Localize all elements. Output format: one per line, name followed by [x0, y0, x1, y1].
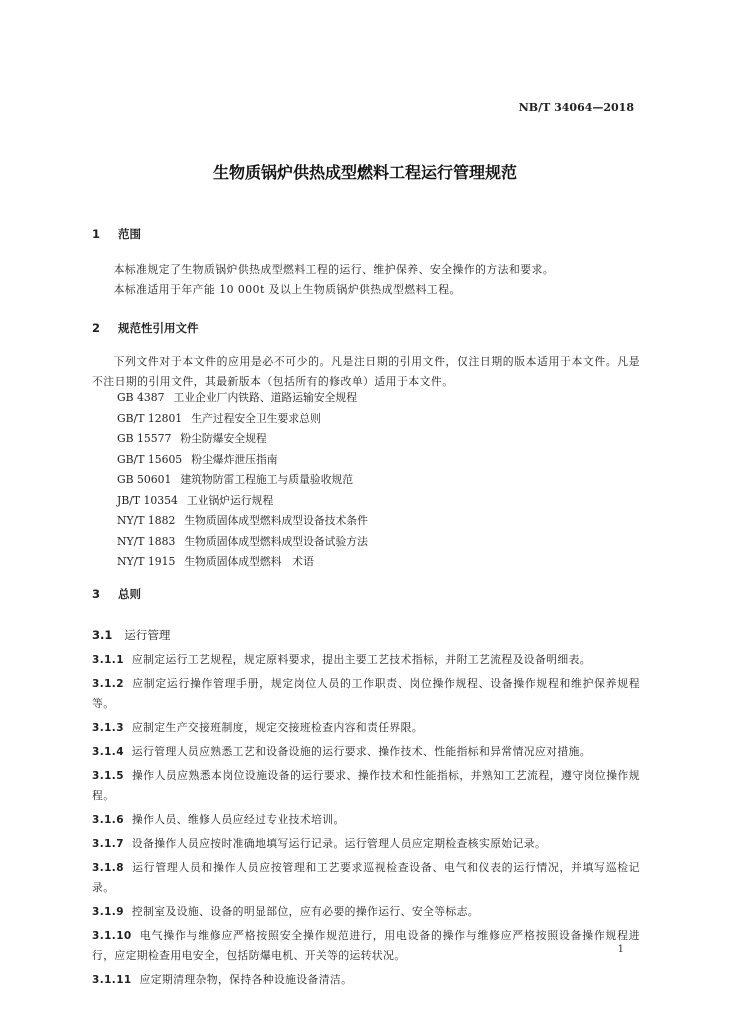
- clause-number: 3.1.9: [92, 906, 124, 918]
- section-title: 规范性引用文件: [118, 321, 199, 335]
- reference-item: [117, 552, 368, 573]
- standard-code: NB/T 34064—2018: [518, 101, 634, 114]
- clause-number: 3.1.4: [92, 746, 124, 758]
- reference-title: 建筑物防雷工程施工与质量验收规范: [180, 473, 354, 486]
- subsection-title: 运行管理: [124, 628, 171, 642]
- reference-title: 生产过程安全卫生要求总则: [191, 411, 321, 425]
- clause-text: 控制室及设施、设备的明显部位，应有必要的操作运行、安全等标志。: [131, 905, 480, 918]
- clause: [92, 766, 640, 806]
- clause-text: 应制定运行操作管理手册，规定岗位人员的工作职责、岗位操作规程、设备操作规程和维护保养规程等。: [92, 677, 640, 710]
- clause-number: 3.1.10: [92, 930, 132, 942]
- reference-code: NY/T 1915: [117, 555, 176, 568]
- section-1-heading: [92, 226, 141, 242]
- subsection-number: 3.1: [92, 628, 113, 642]
- clause-number: 3.1.6: [92, 814, 124, 826]
- clause-text: 应定期清理杂物，保持各种设施设备清洁。: [139, 973, 353, 986]
- clause-number: 3.1.7: [92, 838, 124, 850]
- reference-item: [117, 532, 368, 553]
- clause: [92, 810, 640, 830]
- section-title: 总则: [118, 587, 141, 601]
- clause-text: 应制定运行工艺规程，规定原料要求，提出主要工艺技术指标，并附工艺流程及设备明细表。: [131, 653, 591, 666]
- section-number: 1: [92, 227, 101, 241]
- clause-number: 3.1.5: [92, 770, 124, 782]
- clause: [92, 718, 640, 738]
- clause-text: 操作人员、维修人员应经过专业技术培训。: [131, 813, 345, 826]
- clause: [92, 970, 640, 990]
- reference-item: [117, 388, 368, 409]
- clause: [92, 674, 640, 714]
- reference-code: GB 50601: [117, 473, 172, 486]
- clause: [92, 926, 640, 966]
- clause: [92, 742, 640, 762]
- reference-item: [117, 450, 368, 471]
- clause-number: 3.1.11: [92, 974, 132, 986]
- clause-number: 3.1.8: [92, 862, 124, 874]
- clause-number: 3.1.2: [92, 678, 124, 690]
- reference-item: [117, 429, 368, 450]
- section-number: 2: [92, 321, 101, 335]
- references-intro: 下列文件对于本文件的应用是必不可少的。凡是注日期的引用文件，仅注日期的版本适用于本文件。凡是不注日期的引用文件，其最新版本（包括所有的修改单）适用于本文件。: [92, 355, 640, 388]
- clause-text: 应制定生产交接班制度，规定交接班检查内容和责任界限。: [131, 721, 424, 734]
- clause: [92, 834, 640, 854]
- clause: [92, 650, 640, 670]
- reference-code: JB/T 10354: [117, 493, 178, 507]
- clause-text: 运行管理人员应熟悉工艺和设备设施的运行要求、操作技术、性能指标和异常情况应对措施。: [131, 745, 591, 758]
- reference-item: [117, 511, 368, 532]
- reference-code: GB 15577: [117, 432, 172, 445]
- clause-text: 运行管理人员和操作人员应按管理和工艺要求巡视检查设备、电气和仪表的运行情况，并填写巡检记录。: [92, 861, 640, 894]
- reference-item: [117, 491, 368, 512]
- clause-list: [92, 650, 640, 994]
- scope-paragraph-1: 本标准规定了生物质锅炉供热成型燃料工程的运行、维护保养、安全操作的方法和要求。: [113, 263, 555, 276]
- subsection-3-1-heading: [92, 627, 170, 643]
- reference-title: 生物质固体成型燃料 术语: [184, 555, 314, 568]
- reference-code: GB/T 15605: [117, 452, 183, 466]
- reference-item: [117, 409, 368, 430]
- reference-title: 生物质固体成型燃料成型设备技术条件: [184, 514, 368, 527]
- reference-list: [117, 388, 368, 573]
- reference-code: NY/T 1883: [117, 534, 176, 548]
- page-number: 1: [617, 944, 624, 955]
- section-2-heading: [92, 320, 199, 336]
- clause-text: 设备操作人员应按时准确地填写运行记录。运行管理人员应定期检查核实原始记录。: [131, 837, 547, 850]
- section-number: 3: [92, 587, 101, 601]
- clause-text: 操作人员应熟悉本岗位设施设备的运行要求、操作技术和性能指标，并熟知工艺流程，遵守岗位操作规程。: [92, 769, 640, 802]
- reference-title: 生物质固体成型燃料成型设备试验方法: [184, 534, 368, 548]
- reference-code: GB 4387: [117, 391, 165, 404]
- reference-item: [117, 470, 368, 491]
- reference-code: NY/T 1882: [117, 514, 176, 527]
- reference-code: GB/T 12801: [117, 411, 183, 425]
- clause: [92, 858, 640, 898]
- reference-title: 工业企业厂内铁路、道路运输安全规程: [173, 391, 358, 404]
- reference-title: 工业锅炉运行规程: [186, 493, 274, 507]
- section-title: 范围: [118, 227, 141, 241]
- scope-paragraph-2: 本标准适用于年产能 10 000t 及以上生物质锅炉供热成型燃料工程。: [113, 283, 461, 296]
- reference-title: 粉尘防爆安全规程: [180, 432, 267, 445]
- clause: [92, 902, 640, 922]
- section-3-heading: [92, 586, 141, 602]
- page-title: 生物质锅炉供热成型燃料工程运行管理规范: [212, 163, 517, 182]
- reference-title: 粉尘爆炸泄压指南: [191, 452, 278, 466]
- clause-number: 3.1.1: [92, 654, 124, 666]
- clause-number: 3.1.3: [92, 722, 124, 734]
- clause-text: 电气操作与维修应严格按照安全操作规范进行，用电设备的操作与维修应严格按照设备操作规程进行，应定期检查用电安全，包括防爆电机、开关等的运转状况。: [92, 929, 640, 962]
